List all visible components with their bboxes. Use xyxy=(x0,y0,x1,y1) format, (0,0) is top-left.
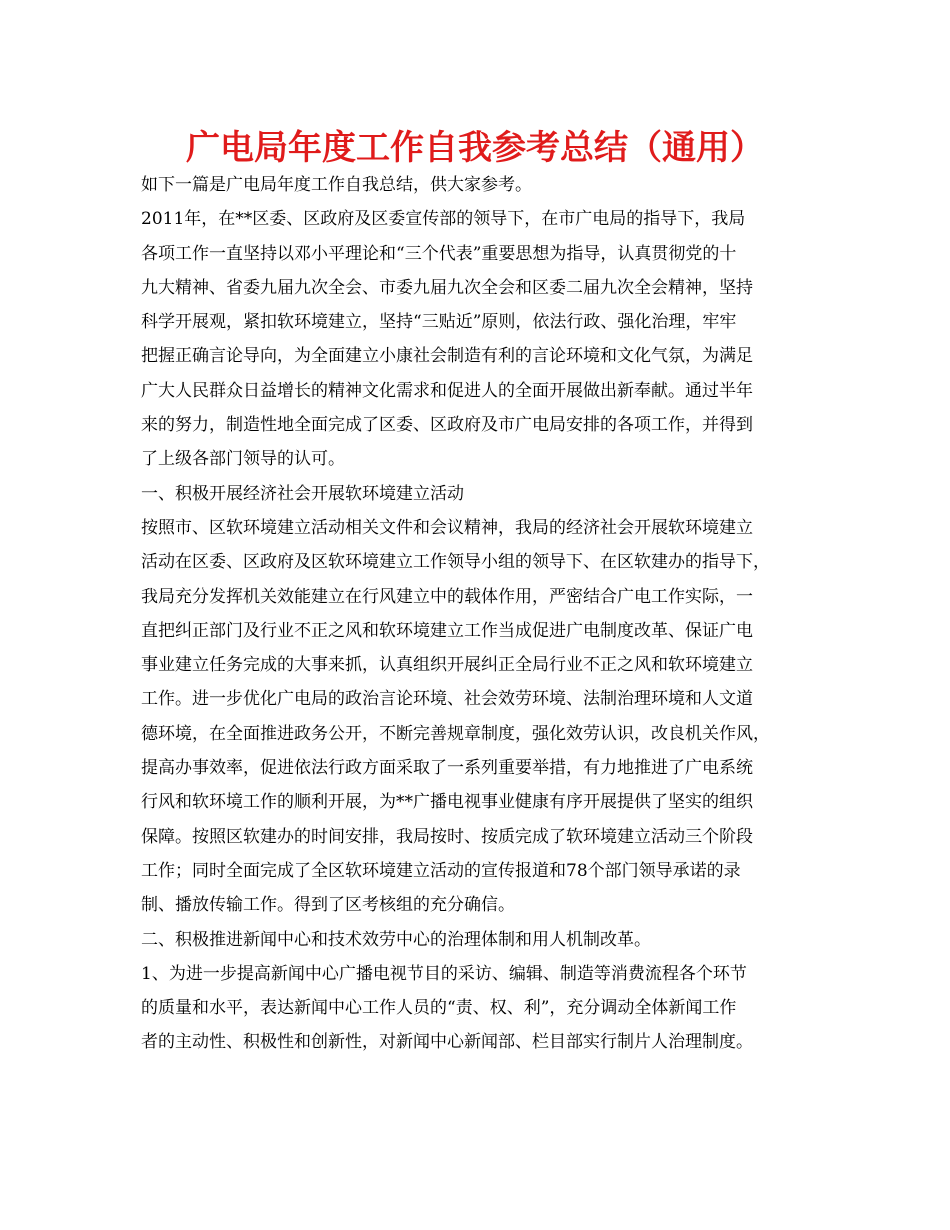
text-line: 直把纠正部门及行业不正之风和软环境建立工作当成促进广电制度改革、保证广电 xyxy=(141,620,753,641)
document-title: 广电局年度工作自我参考总结（通用） xyxy=(186,128,764,168)
text-line: 按照市、区软环境建立活动相关文件和会议精神，我局的经济社会开展软环境建立 xyxy=(141,517,753,538)
text-line: 行风和软环境工作的顺利开展，为**广播电视事业健康有序开展提供了坚实的组织 xyxy=(141,792,753,813)
text-line: 工作。进一步优化广电局的政治言论环境、社会效劳环境、法制治理环境和人文道 xyxy=(141,689,753,710)
text-line: 各项工作一直坚持以邓小平理论和“三个代表”重要思想为指导，认真贯彻党的十 xyxy=(141,243,737,264)
text-line: 二、积极推进新闻中心和技术效劳中心的治理体制和用人机制改革。 xyxy=(141,929,651,950)
text-line: 者的主动性、积极性和创新性，对新闻中心新闻部、栏目部实行制片人治理制度。 xyxy=(141,1032,753,1053)
text-line: 保障。按照区软建办的时间安排，我局按时、按质完成了软环境建立活动三个阶段 xyxy=(141,826,753,847)
text-line: 来的努力，制造性地全面完成了区委、区政府及市广电局安排的各项工作，并得到 xyxy=(141,415,753,436)
text-line: 提高办事效率，促进依法行政方面采取了一系列重要举措，有力地推进了广电系统 xyxy=(141,758,753,779)
text-line: 把握正确言论导向，为全面建立小康社会制造有利的言论环境和文化气氛，为满足 xyxy=(141,346,753,367)
text-line: 了上级各部门领导的认可。 xyxy=(141,449,345,470)
text-line: 事业建立任务完成的大事来抓，认真组织开展纠正全局行业不正之风和软环境建立 xyxy=(141,655,753,676)
text-line: 如下一篇是广电局年度工作自我总结，供大家参考。 xyxy=(141,175,532,195)
text-line: 制、播放传输工作。得到了区考核组的充分确信。 xyxy=(141,895,515,916)
text-line: 工作；同时全面完成了全区软环境建立活动的宣传报道和78个部门领导承诺的录 xyxy=(141,860,741,881)
text-line: 2011年，在**区委、区政府及区委宣传部的领导下，在市广电局的指导下，我局 xyxy=(141,209,746,230)
text-line: 1、为进一步提高新闻中心广播电视节目的采访、编辑、制造等消费流程各个环节 xyxy=(141,963,747,984)
text-line: 德环境，在全面推进政务公开，不断完善规章制度，强化效劳认识，改良机关作风， xyxy=(141,723,770,744)
text-line: 我局充分发挥机关效能建立在行风建立中的载体作用，严密结合广电工作实际，一 xyxy=(141,586,753,607)
text-line: 活动在区委、区政府及区软环境建立工作领导小组的领导下、在区软建办的指导下， xyxy=(141,552,770,573)
text-line: 一、积极开展经济社会开展软环境建立活动 xyxy=(141,483,464,504)
text-line: 科学开展观，紧扣软环境建立，坚持“三贴近”原则，依法行政、强化治理，牢牢 xyxy=(141,312,737,333)
text-line: 的质量和水平，表达新闻中心工作人员的“责、权、利”，充分调动全体新闻工作 xyxy=(141,998,737,1019)
text-line: 九大精神、省委九届九次全会、市委九届九次全会和区委二届九次全会精神，坚持 xyxy=(141,277,753,298)
document-body xyxy=(141,168,821,1060)
text-line: 广大人民群众日益增长的精神文化需求和促进人的全面开展做出新奉献。通过半年 xyxy=(141,380,753,401)
